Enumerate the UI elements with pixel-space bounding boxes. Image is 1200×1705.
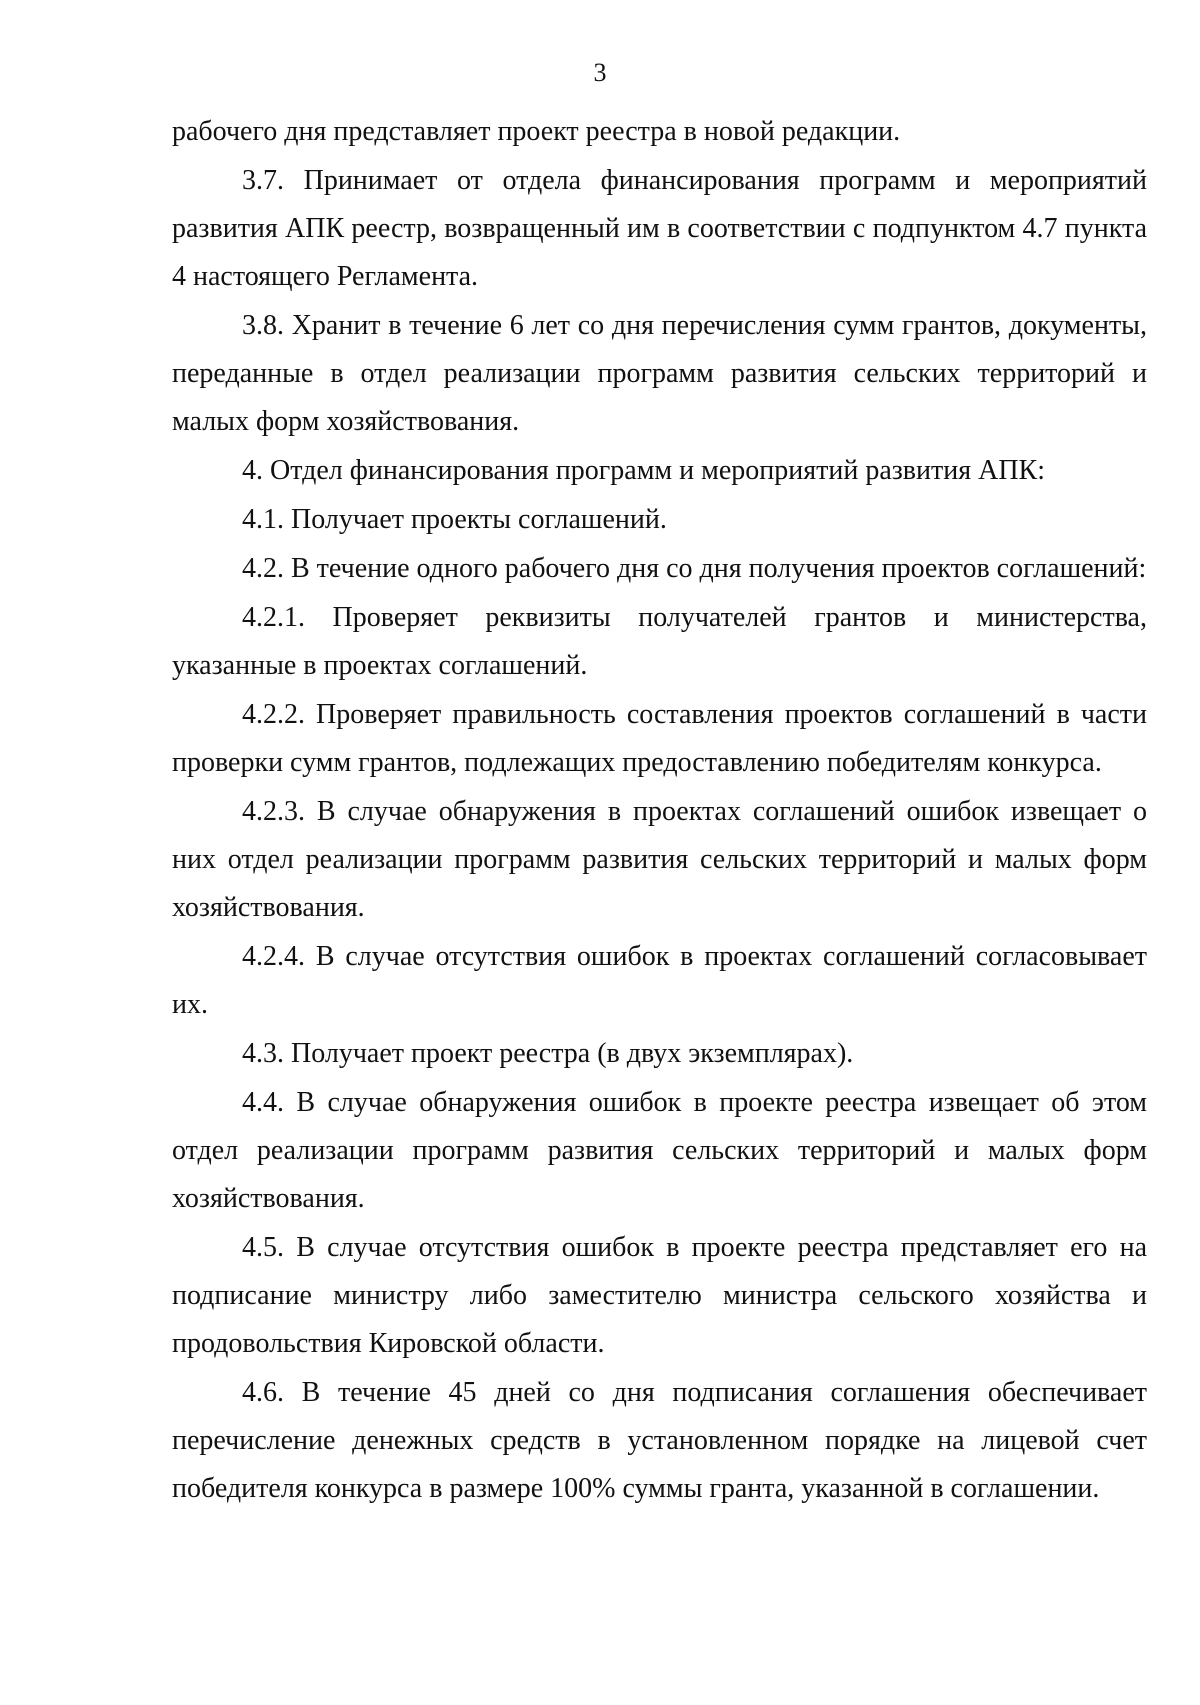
paragraph-3-8: 3.8. Хранит в течение 6 лет со дня перечисления сумм грантов, документы, переданные в отдел реализации программ развития сельских территорий и малых форм хозяйствования. xyxy=(172,310,1147,437)
paragraph-4-3: 4.3. Получает проект реестра (в двух экземплярах). xyxy=(242,1038,854,1069)
paragraph-4-2-2: 4.2.2. Проверяет правильность составления проектов соглашений в части проверки сумм грантов, подлежащих предоставлению победителям конкурса. xyxy=(172,699,1147,778)
document-body xyxy=(172,108,1147,1514)
paragraph-4-2: 4.2. В течение одного рабочего дня со дня получения проектов соглашений: xyxy=(242,553,1147,584)
paragraph-continuation: рабочего дня представляет проект реестра в новой редакции. xyxy=(172,116,901,147)
paragraph-4-2-4: 4.2.4. В случае отсутствия ошибок в проектах соглашений согласовывает их. xyxy=(172,941,1147,1020)
paragraph-4-5: 4.5. В случае отсутствия ошибок в проекте реестра представляет его на подписание министру либо заместителю министра сельского хозяйства и продовольствия Кировской области. xyxy=(172,1232,1147,1359)
paragraph-4-2-1: 4.2.1. Проверяет реквизиты получателей грантов и министерства, указанные в проектах соглашений. xyxy=(172,602,1147,681)
paragraph-4-2-3: 4.2.3. В случае обнаружения в проектах соглашений ошибок извещает о них отдел реализации программ развития сельских территорий и малых форм хозяйствования. xyxy=(172,796,1147,923)
paragraph-4-1: 4.1. Получает проекты соглашений. xyxy=(242,504,667,535)
paragraph-4-4: 4.4. В случае обнаружения ошибок в проекте реестра извещает об этом отдел реализации программ развития сельских территорий и малых форм хозяйствования. xyxy=(172,1087,1147,1214)
paragraph-3-7: 3.7. Принимает от отдела финансирования программ и мероприятий развития АПК реестр, возвращенный им в соответствии с подпунктом 4.7 пункта 4 настоящего Регламента. xyxy=(172,165,1147,292)
page-number: 3 xyxy=(593,58,607,87)
paragraph-4-heading: 4. Отдел финансирования программ и мероприятий развития АПК: xyxy=(242,455,1046,486)
paragraph-4-6: 4.6. В течение 45 дней со дня подписания соглашения обеспечивает перечисление денежных средств в установленном порядке на лицевой счет победителя конкурса в размере 100% суммы гранта, указанной в соглашении. xyxy=(172,1377,1147,1504)
